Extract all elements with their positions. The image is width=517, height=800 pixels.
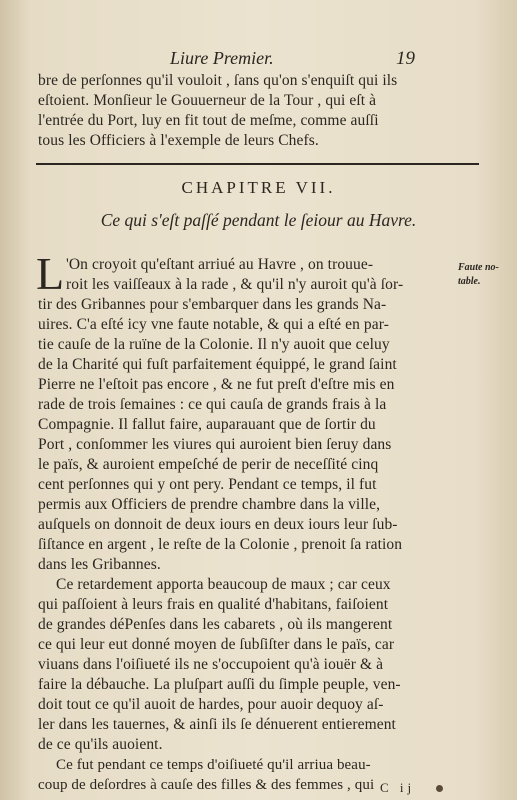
chapter-heading: CHAPITRE VII. [181, 178, 336, 197]
text-line: ſiſtance en argent , le reſte de la Colonie , prenoit ſa ration [38, 536, 403, 553]
chapter-subtitle: Ce qui s'eſt paſſé pendant le ſeiour au Havre. [100, 210, 417, 230]
text-line: Compagnie. Il fallut faire, auparauant que de ſortir du [38, 416, 376, 433]
text-line: de la Charité qui fuſt parfaitement équippé, le grand ſaint [38, 356, 397, 373]
text-line: uires. C'a eſté icy vne faute notable, & qui a eſté en par- [38, 316, 389, 333]
text-line: eſtoient. Monſieur le Gouuerneur de la Tour , qui eſt à [38, 92, 377, 109]
text-line: le païs, & auroient empeſché de perir de neceſſité cinq [38, 456, 379, 473]
text-line: tir des Gribannes pour s'embarquer dans les grands Na- [38, 296, 387, 313]
text-line: rade de trois ſemaines : ce qui cauſa de grands frais à la [38, 396, 387, 413]
text-line: roit les vaiſſeaux à la rade , & qu'il n'y auroit qu'à ſor- [66, 276, 404, 293]
text-line: 'On croyoit qu'eſtant arriué au Havre , on trouue- [66, 256, 374, 273]
text-line: de ce qu'ils auoient. [38, 736, 163, 753]
text-line: tous les Officiers à l'exemple de leurs Chefs. [38, 132, 319, 149]
text-line: permis aux Officiers de prendre chambre dans la ville, [38, 496, 381, 513]
text-line: coup de deſordres à cauſe des filles & des femmes , qui [38, 777, 375, 793]
text-line: Pierre ne l'eſtoit pas encore , & ne fut preſt d'eſtre mis en [38, 376, 395, 393]
text-line: qui paſſoient à leurs frais en qualité d'habitans, faiſoient [38, 596, 389, 613]
margin-note: table. [458, 276, 481, 287]
section-divider [36, 163, 479, 165]
margin-note: Faute no- [458, 262, 499, 273]
text-line: doit tout ce qu'il auoit de hardes, pour auoir dequoy aſ- [38, 696, 384, 713]
text-line: tie cauſe de la ruïne de la Colonie. Il n'y auoit que celuy [38, 336, 390, 353]
text-line: ler dans les tauernes, & ainſi ils ſe dénuerent entierement [38, 716, 396, 733]
text-line: Ce retardement apporta beaucoup de maux ; car ceux [56, 576, 391, 593]
text-line: Port , conſommer les viures qui auroient bien ſeruy dans [38, 436, 392, 453]
text-line: auſquels on donnoit de deux iours en deux iours leur ſub- [38, 516, 398, 533]
ink-blot [436, 785, 443, 792]
text-line: viuans dans l'oiſiueté ils ne s'occupoient qu'à iouër & à [38, 656, 384, 673]
text-line: cent perſonnes qui y ont pery. Pendant ce temps, il fut [38, 476, 377, 493]
text-line: faire la débauche. La pluſpart auſſi du ſimple peuple, ven- [38, 676, 401, 693]
text-line: Ce fut pendant ce temps d'oiſiueté qu'il arriua beau- [56, 757, 371, 773]
text-line: ce qui leur eut donné moyen de ſubſiſter dans le païs, car [38, 636, 395, 653]
text-line: bre de perſonnes qu'il vouloit , ſans qu'on s'enquiſt qui ils [38, 72, 398, 89]
signature-mark: C ij [380, 780, 416, 795]
text-line: de grandes déPenſes dans les cabarets , où ils mangerent [38, 616, 393, 633]
page-number: 19 [396, 48, 415, 69]
text-line: l'entrée du Port, luy en fit tout de meſme, comme auſſi [38, 112, 379, 129]
running-header-title: Liure Premier. [170, 48, 274, 68]
drop-cap: L [36, 248, 65, 299]
text-line: dans les Gribannes. [38, 556, 161, 573]
